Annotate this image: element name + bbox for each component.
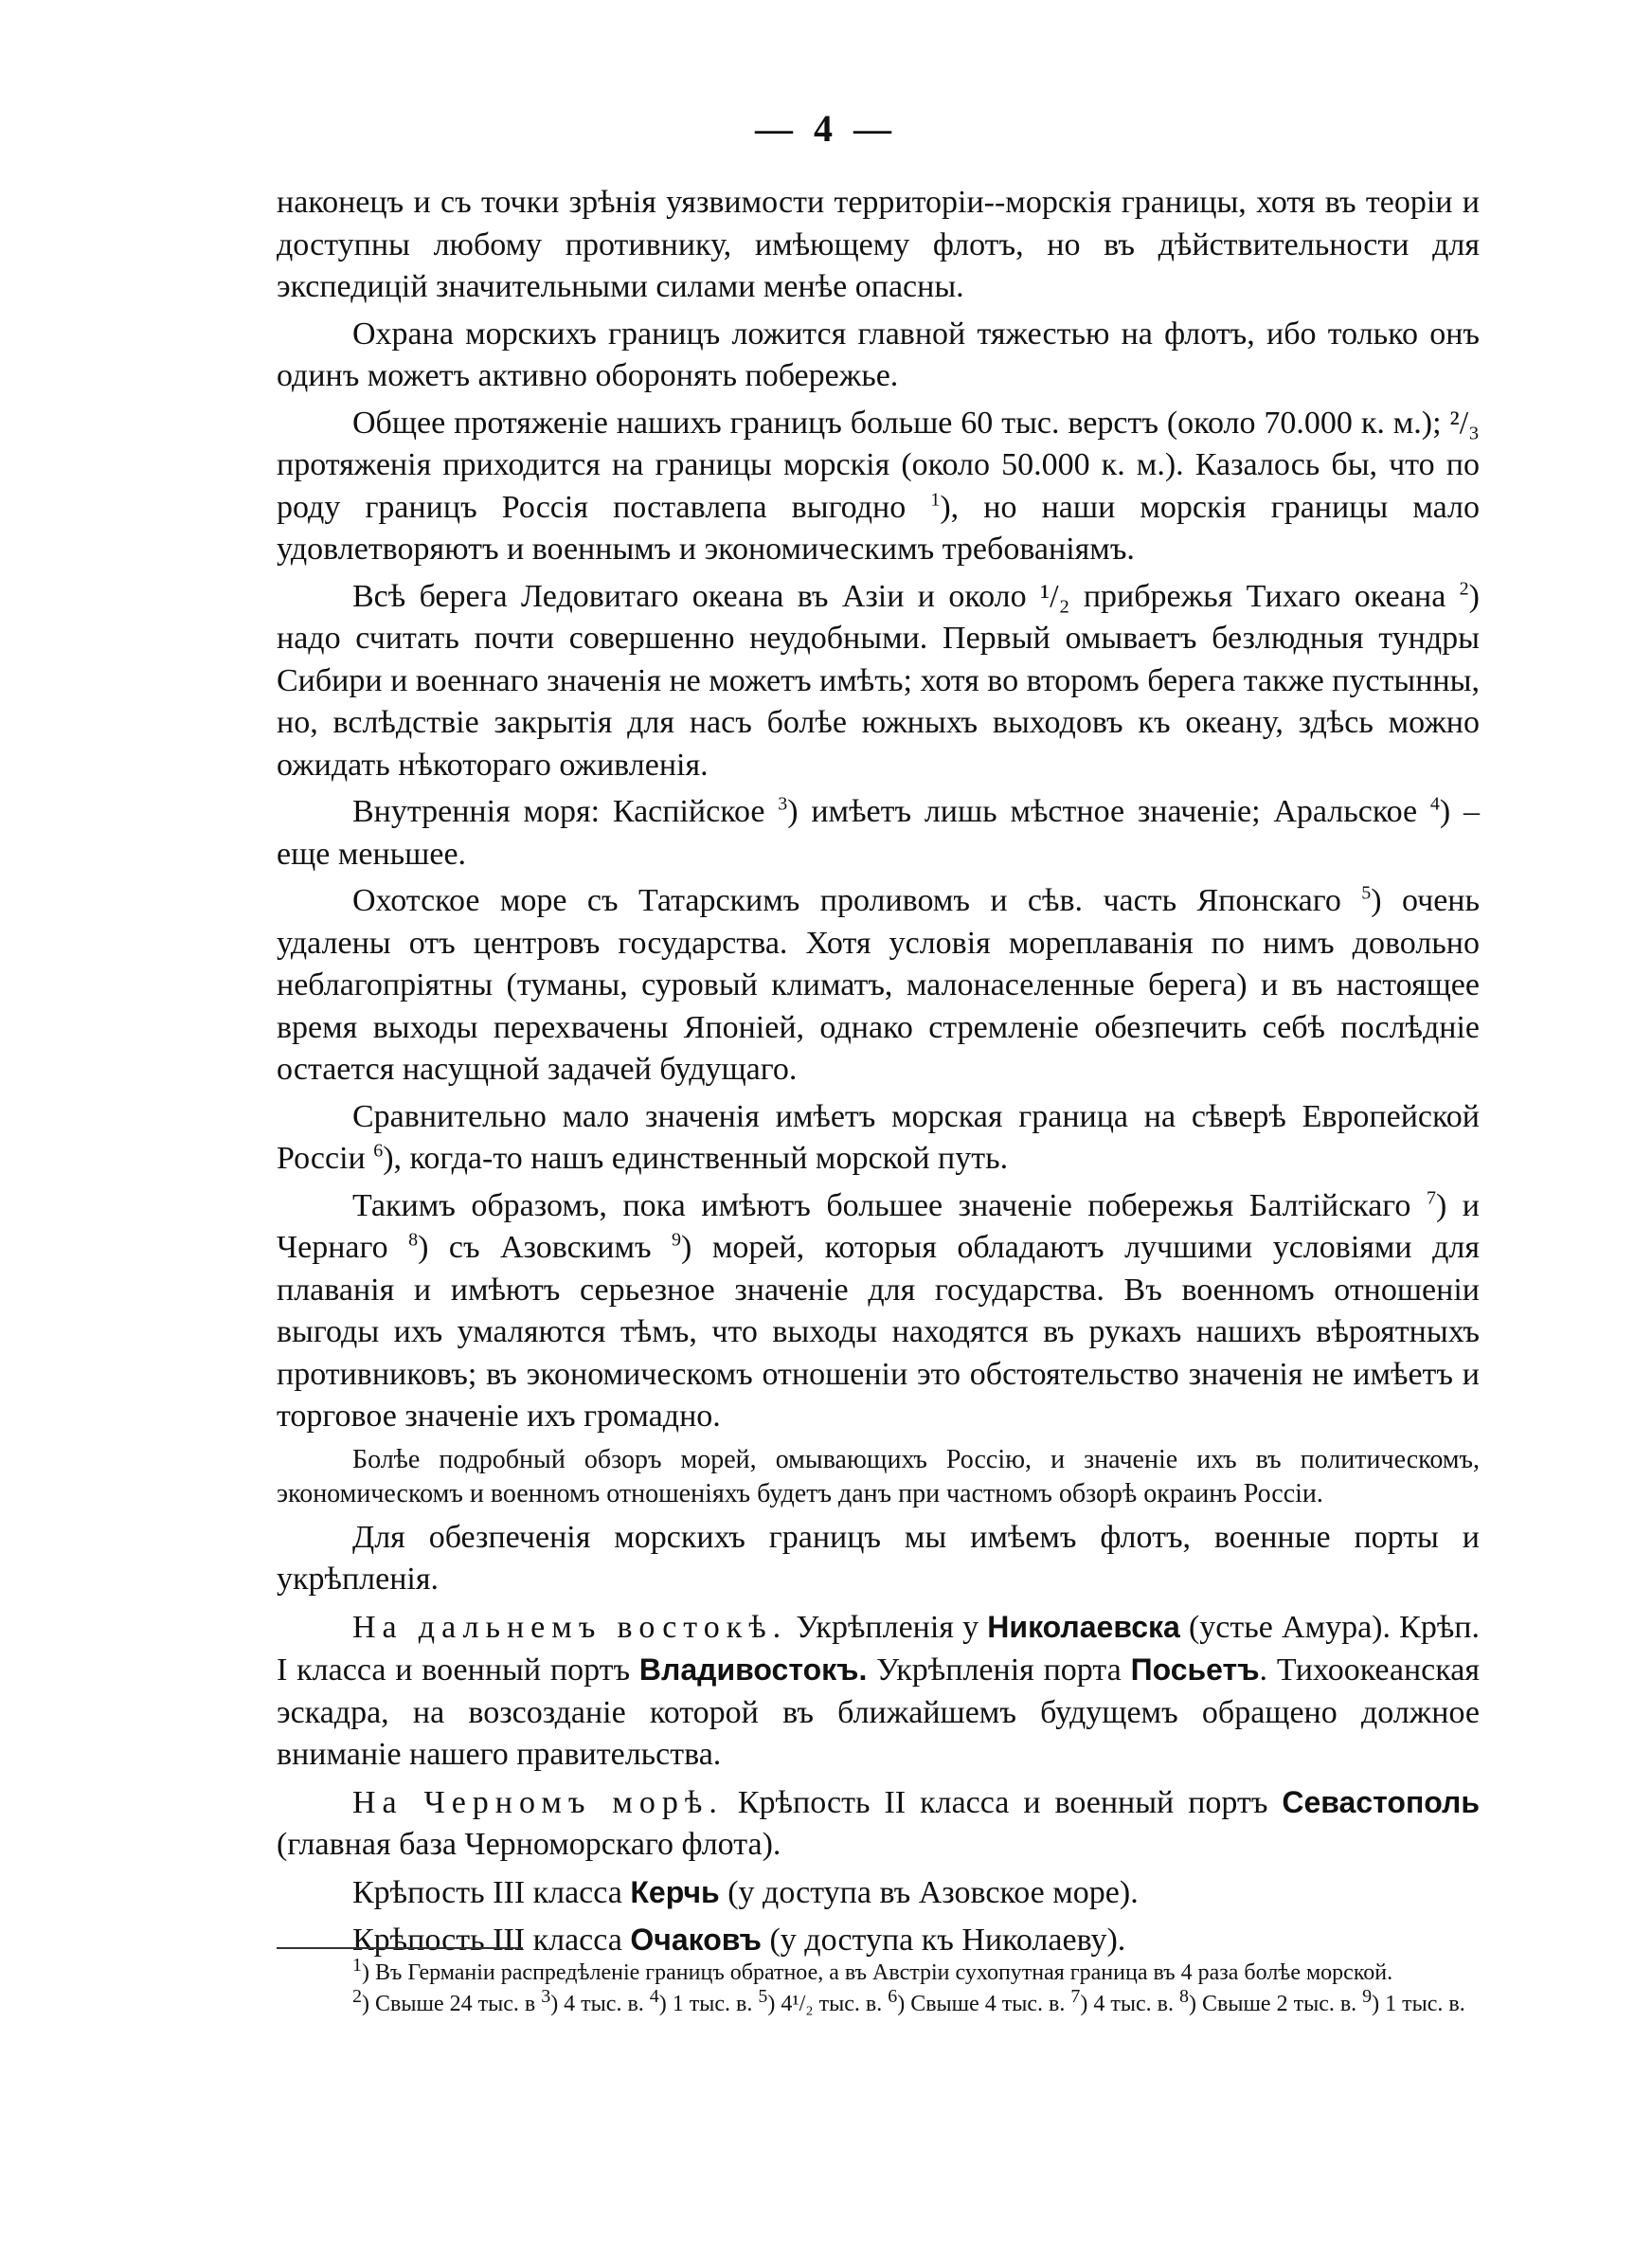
paragraph-kerch: [277, 1871, 1480, 1915]
paragraph-2: Охрана морскихъ границъ ложится главной тяжестью на флотъ, ибо только онъ одинъ можетъ активно оборонять побережье.: [277, 316, 1480, 393]
text-run: Внутреннія моря: Каспійское: [352, 794, 779, 829]
place-name: Очаковъ: [630, 1923, 762, 1957]
text-run: Всѣ берега Ледовитаго океана въ Азіи и около ¹/₂ прибрежья Тихаго океана: [352, 578, 1460, 614]
footnote-mark: 1: [352, 1955, 362, 1976]
footnote-text: ) 4 тыс. в.: [1080, 1992, 1179, 2016]
main-text: [277, 182, 1480, 1967]
section-heading: На дальнемъ востокѣ.: [352, 1609, 788, 1645]
text-run: ) – еще меньшее.: [277, 794, 1481, 872]
text-run: . Тихоокеанская эскадра, на возсозданіе которой въ ближайшемъ будущемъ обращено должное вниманіе нашего правительства.: [277, 1652, 1480, 1772]
footnote-text: ) 1 тыс. в.: [658, 1992, 759, 2016]
footnote-text: ) 1 тыс. в.: [1372, 1992, 1465, 2016]
section-heading: На Черномъ морѣ.: [352, 1784, 724, 1820]
text-run: (устье Амура). Крѣп. I класса и военный портъ: [277, 1609, 1480, 1688]
place-name: Владивостокъ.: [638, 1652, 868, 1687]
paragraph-10: Для обезпеченія морскихъ границъ мы имѣемъ флотъ, военные порты и укрѣпленія.: [277, 1519, 1480, 1597]
text-run: Такимъ образомъ, пока имѣютъ большее значеніе побережья Балтійскаго: [352, 1187, 1427, 1223]
footnote-ref: 8: [408, 1229, 419, 1251]
paragraph-6: [277, 880, 1480, 1092]
footnote-mark: 4: [649, 1986, 659, 2007]
footnote-1: [277, 1955, 1480, 1988]
place-name: Посьетъ: [1130, 1652, 1260, 1687]
place-name: Николаевска: [987, 1609, 1180, 1644]
place-name: Севастополь: [1282, 1784, 1481, 1819]
footnote-text: ) 4 тыс. в.: [550, 1992, 650, 2016]
footnote-mark: 3: [541, 1986, 551, 2007]
text-run: (у доступа въ Азовское море).: [719, 1874, 1139, 1910]
footnote-ref: 3: [778, 793, 788, 815]
footnote-text: ) Свыше 2 тыс. в.: [1188, 1992, 1363, 2016]
text-run: (у доступа къ Николаеву).: [761, 1923, 1126, 1958]
footnote-text: ) 4¹/₂ тыс. в.: [767, 1992, 889, 2016]
footnote-text: ) Свыше 24 тыс. в: [362, 1992, 542, 2016]
footnote-ref: 7: [1426, 1187, 1436, 1209]
footnote-2-9: [277, 1986, 1480, 2019]
footnote-mark: 2: [352, 1986, 362, 2007]
paragraph-black-sea: [277, 1781, 1480, 1867]
text-run: ), когда-то нашъ единственный морской путь.: [383, 1141, 1009, 1176]
text-run: Охотское море съ Татарскимъ проливомъ и сѣв. часть Японскаго: [352, 883, 1362, 918]
text-run: Крѣпость III класса: [352, 1874, 631, 1910]
footnote-ref: 5: [1361, 882, 1372, 904]
footnote-mark: 5: [758, 1986, 768, 2007]
text-run: Укрѣпленія порта: [867, 1652, 1131, 1688]
footnote-ref: 4: [1429, 793, 1440, 815]
text-run: Укрѣпленія у: [787, 1609, 988, 1645]
paragraph-8: [277, 1185, 1480, 1438]
paragraph-7: [277, 1096, 1480, 1181]
place-name: Керчь: [630, 1874, 720, 1909]
text-run: ), но наши морскія границы мало удовлетворяютъ и военнымъ и экономическимъ требованіямъ.: [277, 489, 1480, 567]
text-run: Общее протяженіе нашихъ границъ больше 60 тыс. верстъ (около 70.000 к. м.); ²/₃ протяженія приходится на границы морскія (около 50.000 к. м.). Казалось бы, что по роду границъ Россія поставлепа выгодно: [277, 405, 1480, 525]
paragraph-far-east: [277, 1606, 1480, 1777]
text-run: ) и Чернаго: [277, 1187, 1480, 1265]
footnote-text: ) Въ Германіи распредѣленіе границъ обратное, а въ Австріи сухопутная граница въ 4 раза болѣе морской.: [362, 1960, 1393, 1985]
footnote-ref: 2: [1459, 578, 1469, 600]
paragraph-ochakov: [277, 1919, 1480, 1962]
footnote-mark: 7: [1070, 1986, 1081, 2007]
text-run: ) надо считать почти совершенно неудобными. Первый омываетъ безлюдныя тундры Сибири и военнаго значенія не можетъ имѣть; хотя во второмъ берега также пустынны, но, вслѣдствіе закрытія для насъ болѣе южныхъ выходовъ къ океану, здѣсь можно ожидать нѣкотораго оживленія.: [277, 578, 1481, 783]
text-run: Крѣпость III класса: [352, 1923, 631, 1958]
text-run: Крѣпость II класса и военный портъ: [723, 1784, 1283, 1820]
footnote-ref: 6: [373, 1140, 384, 1162]
paragraph-5: [277, 791, 1480, 876]
paragraph-4: [277, 576, 1480, 787]
footnote-text: ) Свыше 4 тыс. в.: [897, 1992, 1071, 2016]
small-note-paragraph: Болѣе подробный обзоръ морей, омывающихъ Россію, и значеніе ихъ въ политическомъ, экономическомъ и военномъ отношеніяхъ будетъ данъ при частномъ обзорѣ окраинъ Россіи.: [277, 1444, 1480, 1508]
footnote-divider: [277, 1947, 523, 1949]
text-run: ) очень удалены отъ центровъ государства. Хотя условія мореплаванія по нимъ довольно неблагопріятны (туманы, суровый климатъ, малонаселенные берега) и въ настоящее время выходы перехвачены Японіей, однако стремленіе обезпечить себѣ послѣдніе остается насущной задачей будущаго.: [277, 883, 1480, 1087]
footnote-ref: 9: [672, 1229, 682, 1251]
text-run: Сравнительно мало значенія имѣетъ морская граница на сѣверѣ Европейской Россіи: [277, 1098, 1480, 1176]
text-run: (главная база Черноморскаго флота).: [277, 1827, 781, 1862]
footnote-mark: 8: [1178, 1986, 1189, 2007]
footnote-mark: 9: [1362, 1986, 1373, 2007]
text-run: ) съ Азовскимъ: [418, 1230, 673, 1265]
page-number: — 4 —: [755, 107, 897, 150]
text-run: ) морей, которыя обладаютъ лучшими условіями для плаванія и имѣютъ серьезное значеніе для государства. Въ военномъ отношеніи выгоды ихъ умаляются тѣмъ, что выходы находятся въ рукахъ нашихъ вѣроятныхъ противниковъ; въ экономическомъ отношеніи это обстоятельство значенія не имѣетъ и торговое значеніе ихъ громадно.: [277, 1230, 1480, 1434]
footnote-mark: 6: [888, 1986, 898, 2007]
text-run: ) имѣетъ лишь мѣстное значеніе; Аральское: [787, 794, 1430, 829]
footnote-ref: 1: [930, 489, 941, 511]
paragraph-1: наконецъ и съ точки зрѣнія уязвимости территоріи--морскія границы, хотя въ теоріи и доступны любому противнику, имѣющему флотъ, но въ дѣйствительности для экспедицій значительными силами менѣе опасны.: [277, 185, 1480, 304]
paragraph-3: [277, 403, 1480, 571]
footnotes: [277, 1955, 1480, 2021]
